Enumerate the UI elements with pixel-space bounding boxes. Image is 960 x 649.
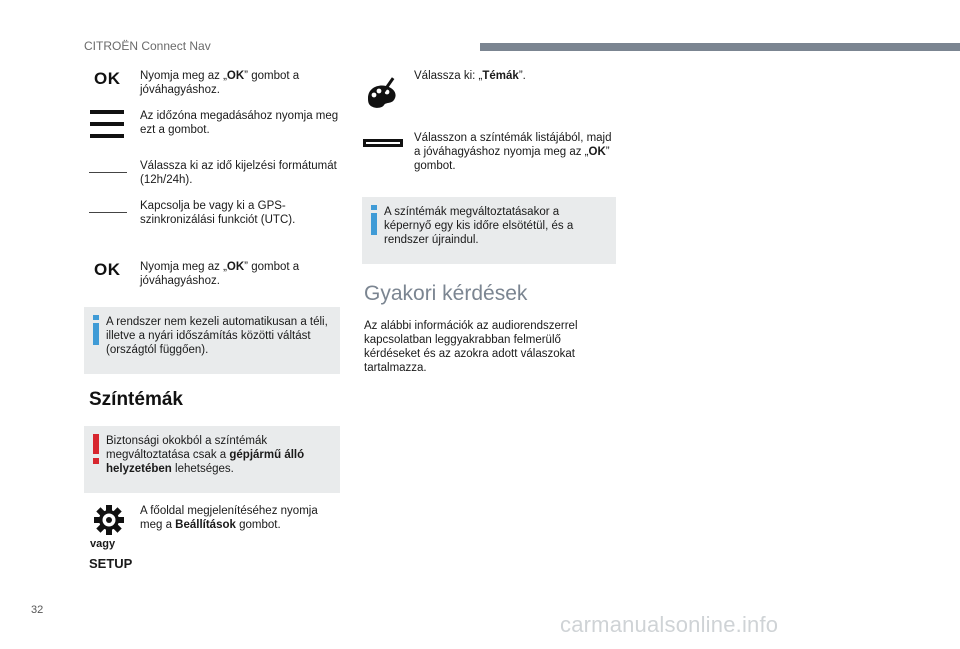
menu-icon (90, 110, 124, 146)
ok-icon: OK (94, 260, 121, 279)
select-themes-instruction: Válassza ki: „Témák”. (414, 70, 526, 82)
warning-box (84, 426, 340, 493)
palette-icon (364, 76, 402, 110)
watermark: carmanualsonline.info (560, 612, 779, 637)
info-box-dst (84, 307, 340, 374)
section-title-color-themes: Színtémák (89, 389, 183, 410)
ok-instruction-1: Nyomja meg az „OK” gombot a jóváhagyáshoz. (140, 70, 300, 96)
setup-label: SETUP (89, 556, 133, 571)
page-number: 32 (31, 604, 44, 616)
line-icon (89, 172, 127, 173)
warning-text: Biztonsági okokból a színtémák megváltoztatása csak a gépjármű álló helyzetében lehetséges. (106, 435, 305, 475)
info-text-dst: A rendszer nem kezeli automatikusan a téli, illetve a nyári időszámítás közötti váltást (országtól függően). (106, 316, 328, 356)
list-bar-icon (363, 139, 403, 147)
info-text-restart: A színtémák megváltoztatásakor a képernyő egy kis időre elsötétül, és a rendszer újraindul. (384, 206, 574, 246)
faq-intro-text: Az alábbi információk az audiorendszerrel kapcsolatban leggyakrabban felmerülő kérdéseket és az azokra adott válaszokat tartalmazza. (364, 320, 578, 374)
warning-icon (90, 434, 102, 464)
info-icon (368, 205, 380, 235)
or-label: vagy (90, 538, 116, 550)
header-accent-bar (480, 43, 960, 51)
select-theme-list-instruction: Válasszon a színtémák listájából, majd a jóváhagyáshoz nyomja meg az „OK” gombot. (414, 132, 612, 172)
line-icon (89, 212, 127, 213)
info-box-restart (362, 197, 616, 264)
time-format-instruction: Válassza ki az idő kijelzési formátumát (12h/24h). (140, 160, 337, 186)
document-header-title: CITROËN Connect Nav (84, 39, 211, 53)
gps-sync-instruction: Kapcsolja be vagy ki a GPS-szinkronizálási funkciót (UTC). (140, 200, 296, 226)
ok-icon: OK (94, 69, 121, 88)
gear-icon (94, 505, 124, 535)
ok-instruction-2: Nyomja meg az „OK” gombot a jóváhagyáshoz. (140, 261, 300, 287)
timezone-instruction: Az időzóna megadásához nyomja meg ezt a gombot. (140, 110, 339, 136)
info-icon (90, 315, 102, 345)
settings-instruction: A főoldal megjelenítéséhez nyomja meg a Beállítások gombot. (140, 505, 318, 531)
faq-title: Gyakori kérdések (364, 282, 528, 305)
